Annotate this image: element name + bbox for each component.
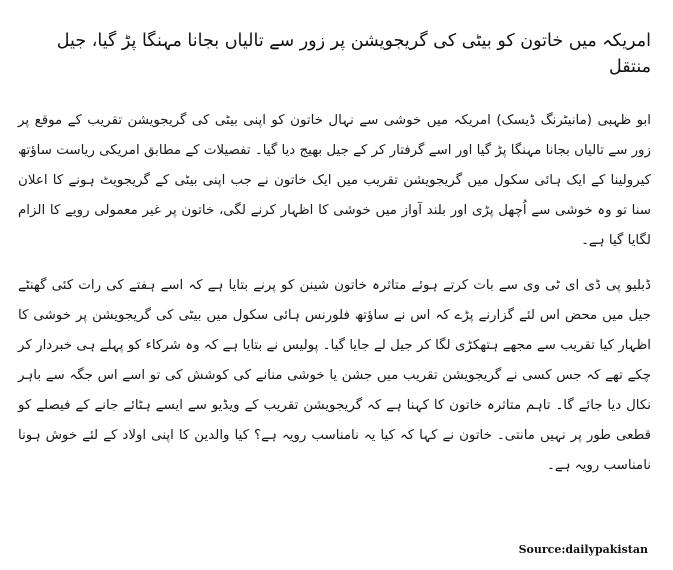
source-credit — [519, 543, 648, 556]
article-headline: امریکہ میں خاتون کو بیٹی کی گریجویشن پر زور سے تالیاں بجانا مہنگا پڑ گیا، جیل منتقل — [56, 31, 651, 77]
article-paragraph-1: ابو ظہبی (مانیٹرنگ ڈیسک) امریکہ میں خوشی سے نہال خاتون کو اپنی بیٹی کی گریجویشن تقریب کے موقع پر زور سے تالیاں بجانا مہنگا پڑ گیا اور اسے گرفتار کر کے جیل بھیج دیا گیا۔ تفصیلات کے مطابق امریکی ریاست ساؤتھ کیرولینا کے ایک ہائی سکول میں گریجویشن تقریب میں ایک خاتون نے جب اپنی بیٹی کے گریجویٹ ہونے کا اعلان سنا تو وہ خوشی سے اُچھل پڑی اور بلند آواز میں خوشی کا اظہار کرنے لگی، خاتون پر غیر معمولی رویے کا الزام لگایا گیا ہے۔ — [18, 113, 651, 248]
source-name: dailypakistan — [565, 543, 648, 556]
article-paragraph-2: ڈبلیو پی ڈی ای ٹی وی سے بات کرتے ہوئے متاثرہ خاتون شینن کو پرنے بتایا ہے کہ اسے ہفتے کی رات کئی گھنٹے جیل میں محض اس لئے گزارنے پڑے کہ اس نے ساؤتھ فلورنس ہائی سکول میں بیٹی کی گریجویشن پر خوشی کا اظہار کیا تقریب سے مجھے ہتھکڑی لگا کر جیل لے جایا گیا۔ پولیس نے بتایا ہے کہ وہ شرکاء کو پہلے ہی خبردار کر چکے تھے کہ جس کسی نے گریجویشن تقریب میں جشن یا خوشی منانے کی کوشش کی تو اسے اس جگہ سے باہر نکال دیا جائے گا۔ تاہم متاثرہ خاتون کا کہنا ہے کہ گریجویشن تقریب کے ویڈیو سے ایسے ہٹائے جانے کے فیصلے کو قطعی طور پر نہیں مانتی۔ خاتون نے کہا کہ کیا یہ نامناسب رویہ ہے؟ کیا والدین کا اپنی اولاد کے لئے خوش ہونا نامناسب رویہ ہے۔ — [18, 278, 651, 473]
source-label: Source: — [518, 543, 566, 556]
